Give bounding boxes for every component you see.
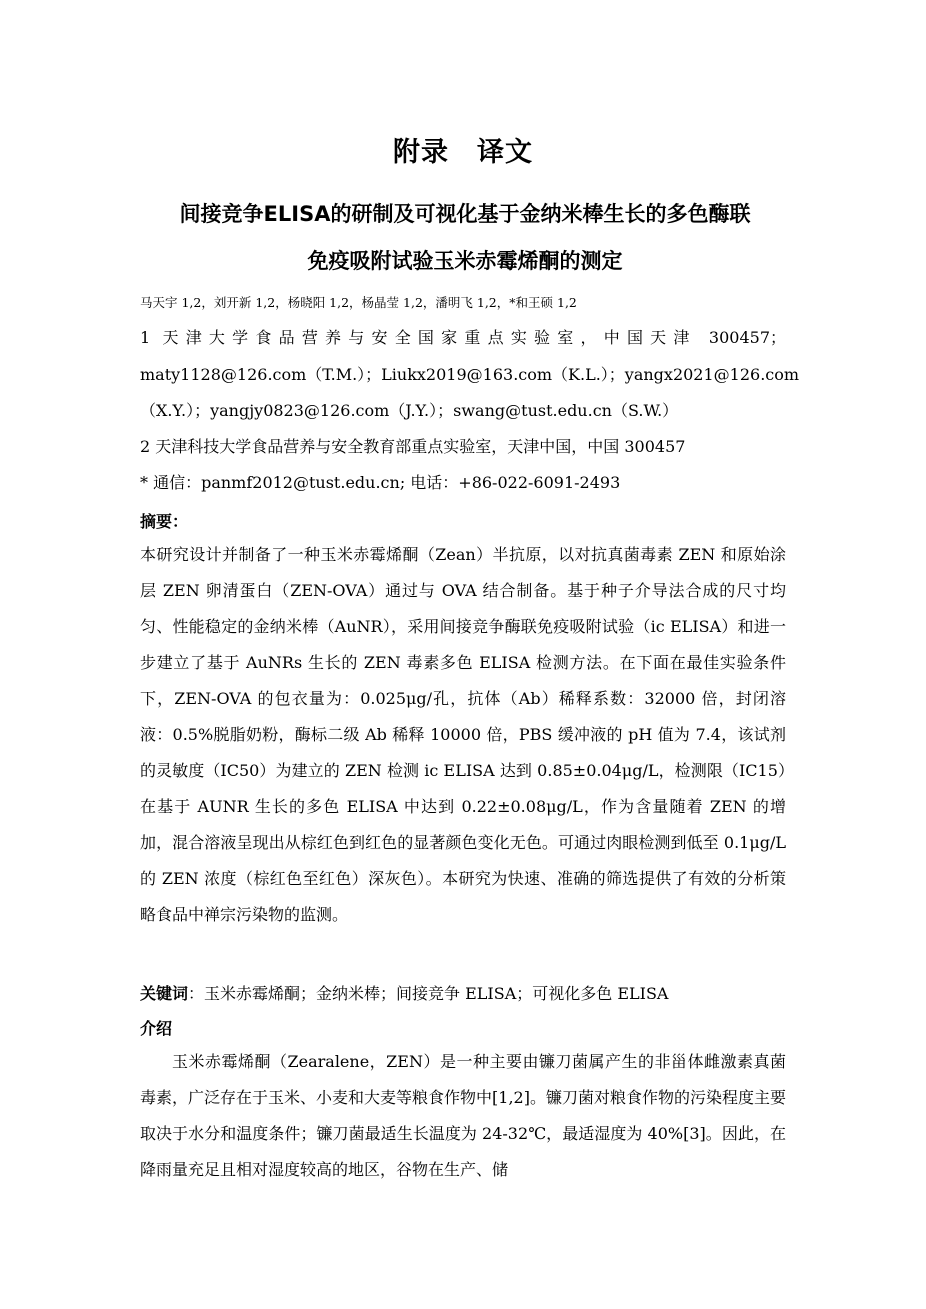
affiliation-1-line1: 1 天津大学食品营养与安全国家重点实验室，中国天津 300457； (140, 328, 786, 347)
affiliation-1-emails: maty1128@126.com（T.M.）；Liukx2019@163.com（K.L.）；yangx2021@126.com (140, 365, 800, 384)
affiliation-2: 2 天津科技大学食品营养与安全教育部重点实验室，天津中国，中国 300457 (140, 437, 686, 456)
abstract-heading: 摘要： (140, 512, 189, 531)
abstract-text: 本研究设计并制备了一种玉米赤霉烯酮（Zean）半抗原，以对抗真菌毒素 ZEN 和原始涂层 ZEN 卵清蛋白（ZEN-OVA）通过与 OVA 结合制备。基于种子介导法合成的尺寸均匀、性能稳定的金纳米棒（AuNR），采用间接竞争酶联免疫吸附试验（ic ELISA）和进一步建立了基于 AuNRs 生长的 ZEN 毒素多色 ELISA 检测方法。在下面在最佳实验条件下，ZEN-OVA 的包衣量为：0.025μg/孔，抗体（Ab）稀释系数：32000 倍，封闭溶液：0.5%脱脂奶粉，酶标二级 Ab 稀释 10000 倍，PBS 缓冲液的 pH 值为 7.4，该试剂的灵敏度（IC50）为建立的 ZEN 检测 ic ELISA 达到 0.85±0.04μg/L，检测限（IC15）在基于 AUNR 生长的多色 ELISA 中达到 0.22±0.08μg/L，作为含量随着 ZEN 的增加，混合溶液呈现出从棕红色到红色的显著颜色变化无色。可通过肉眼检测到低至 0.1μg/L 的 ZEN 浓度（棕红色至红色）深灰色）。本研究为快速、准确的筛选提供了有效的分析策略食品中禅宗污染物的监测。 (140, 545, 786, 924)
author-list: 马天宇 1,2，刘开新 1,2，杨晓阳 1,2，杨晶莹 1,2，潘明飞 1,2，*和王硕 1,2 (140, 295, 577, 310)
appendix-title: 附录 译文 (393, 137, 533, 168)
introduction-text: 玉米赤霉烯酮（Zearalene，ZEN）是一种主要由镰刀菌属产生的非甾体雌激素真菌毒素，广泛存在于玉米、小麦和大麦等粮食作物中[1,2]。镰刀菌对粮食作物的污染程度主要取决于水分和温度条件；镰刀菌最适生长温度为 24-32℃，最适湿度为 40%[3]。因此，在降雨量充足且相对湿度较高的地区，谷物在生产、储 (140, 1052, 786, 1179)
correspondence: * 通信：panmf2012@tust.edu.cn; 电话：+86-022-6091-2493 (140, 473, 621, 492)
introduction-heading: 介绍 (140, 1019, 173, 1038)
keywords-label: 关键词 (140, 984, 189, 1003)
keywords (140, 981, 668, 1004)
paper-title-line1: 间接竞争ELISA的研制及可视化基于金纳米棒生长的多色酶联 (179, 202, 751, 226)
paper-title-line2: 免疫吸附试验玉米赤霉烯酮的测定 (307, 249, 623, 273)
affiliation-1-emails-cont: （X.Y.）；yangjy0823@126.com（J.Y.）；swang@tust.edu.cn（S.W.） (140, 401, 679, 420)
keywords-text: ：玉米赤霉烯酮；金纳米棒；间接竞争 ELISA；可视化多色 ELISA (188, 984, 669, 1003)
